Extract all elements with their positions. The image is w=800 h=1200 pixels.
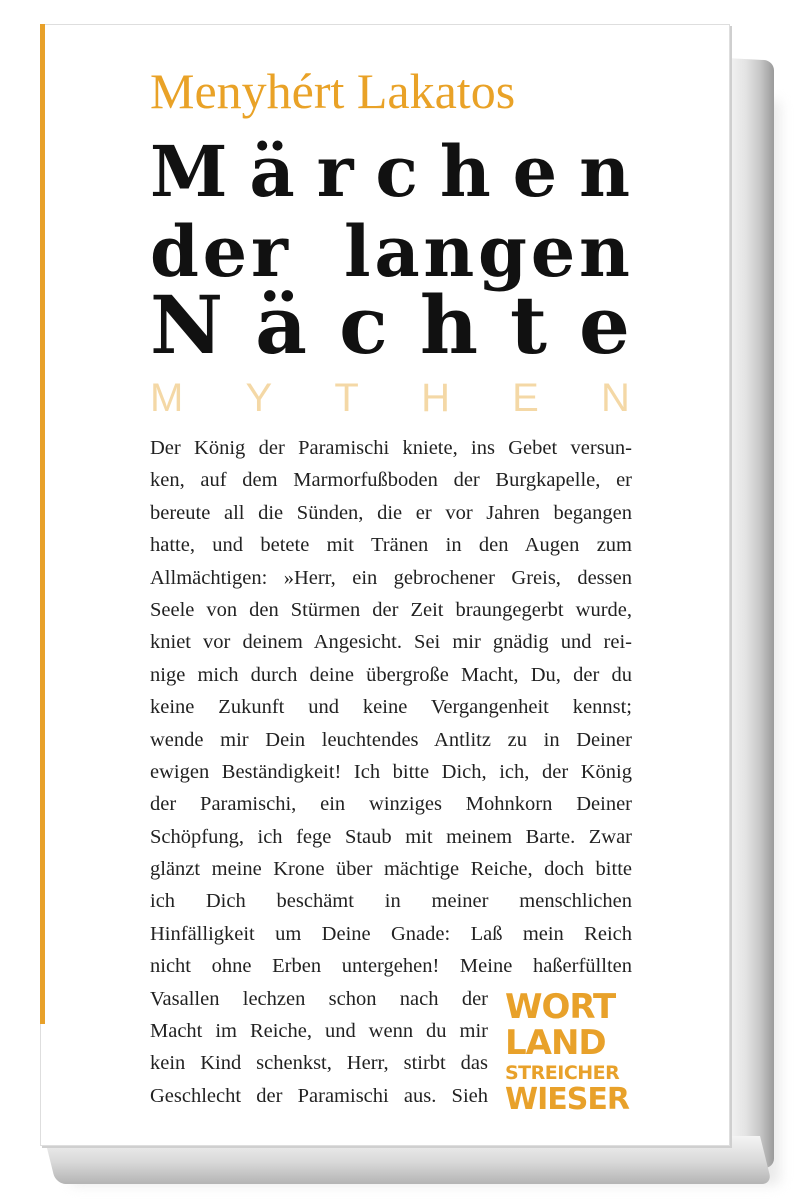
blurb-line: Seele von den Stürmen der Zeit braungegerbt wurde, [150, 598, 632, 621]
title-letter: c [375, 130, 418, 213]
publisher-line-3: STREICHER [505, 1062, 620, 1084]
blurb-line: ewigen Beständigkeit! Ich bitte Dich, ich, der König [150, 760, 632, 783]
subtitle-letter: E [512, 376, 539, 420]
subtitle-letter: M [150, 376, 184, 420]
blurb-line: keine Zukunft und keine Vergangenheit kennst; [150, 696, 632, 719]
spine-accent-stripe [40, 24, 45, 1024]
author-name: Menyhért Lakatos [150, 63, 516, 119]
blurb-line: Macht im Reiche, und wenn du mir [150, 1020, 488, 1043]
publisher-line-1: WORT [505, 987, 616, 1027]
blurb-line: Allmächtigen: »Herr, ein gebrochener Greis, dessen [150, 566, 632, 589]
title-letter: e [202, 210, 248, 293]
blurb-line: ich Dich beschämt in meiner menschlichen [150, 890, 632, 913]
title-letter: e [579, 278, 630, 372]
blurb-line: ken, auf dem Marmorfußboden der Burgkapelle, er [150, 469, 632, 492]
blurb-line: nicht ohne Erben untergehen! Meine haßerfüllten [150, 955, 632, 978]
subtitle-letter: Y [245, 376, 273, 420]
title-letter: a [374, 210, 420, 293]
blurb-line: bereute all die Sünden, die er vor Jahren begangen [150, 501, 632, 524]
title-letter: d [150, 210, 199, 293]
publisher-line-4: WIESER [505, 1082, 629, 1117]
title-letter: e [530, 210, 576, 293]
blurb-line: der Paramischi, ein winziges Mohnkorn Deiner [150, 793, 632, 816]
publisher-logo [505, 987, 635, 1117]
title-letter: l [344, 210, 371, 293]
blurb-line: Der König der Paramischi kniete, ins Gebet versun- [150, 437, 632, 459]
subtitle-letter: N [601, 376, 630, 420]
title-line-3 [150, 278, 630, 372]
subtitle-mythen [150, 376, 630, 421]
blurb-line: Hinfälligkeit um Deine Gnade: Laß mein Reich [150, 922, 632, 945]
title-letter: t [510, 278, 547, 372]
title-letter: r [250, 210, 288, 293]
book-page-edges [726, 58, 774, 1169]
blurb-line: hatte, und betete mit Tränen in den Augen zum [150, 534, 632, 557]
title-letter: e [512, 130, 558, 213]
publisher-line-2: LAND [505, 1023, 606, 1063]
title-letter: n [423, 210, 475, 293]
blurb-line: wende mir Dein leuchtendes Antlitz zu in Deiner [150, 728, 632, 751]
title-letter: N [150, 278, 224, 372]
title-letter: g [478, 210, 527, 293]
subtitle-letter: T [334, 376, 359, 420]
blurb-line: Schöpfung, ich fege Staub mit meinem Barte. Zwar [150, 825, 632, 848]
title-letter: r [316, 130, 354, 213]
blurb-line: Geschlecht der Paramischi aus. Sieh [150, 1084, 488, 1107]
title-letter: n [578, 210, 630, 293]
title-letter: ä [255, 278, 308, 372]
title-letter: h [439, 130, 491, 213]
subtitle-letter: H [421, 376, 450, 420]
title-letter: h [419, 278, 478, 372]
title-letter: n [579, 130, 630, 213]
blurb-line: nige mich durch deine übergroße Macht, Du, der du [150, 663, 632, 686]
blurb-line: kein Kind schenkst, Herr, stirbt das [150, 1052, 488, 1075]
title-letter: ä [249, 130, 295, 213]
blurb-line: glänzt meine Krone über mächtige Reiche, doch bitte [150, 858, 632, 881]
title-line-1 [150, 130, 630, 213]
blurb-line: Vasallen lechzen schon nach der [150, 987, 488, 1010]
blurb-line: kniet vor deinem Angesicht. Sei mir gnädig und rei- [150, 631, 632, 654]
title-letter: M [150, 130, 228, 213]
title-letter: c [339, 278, 388, 372]
